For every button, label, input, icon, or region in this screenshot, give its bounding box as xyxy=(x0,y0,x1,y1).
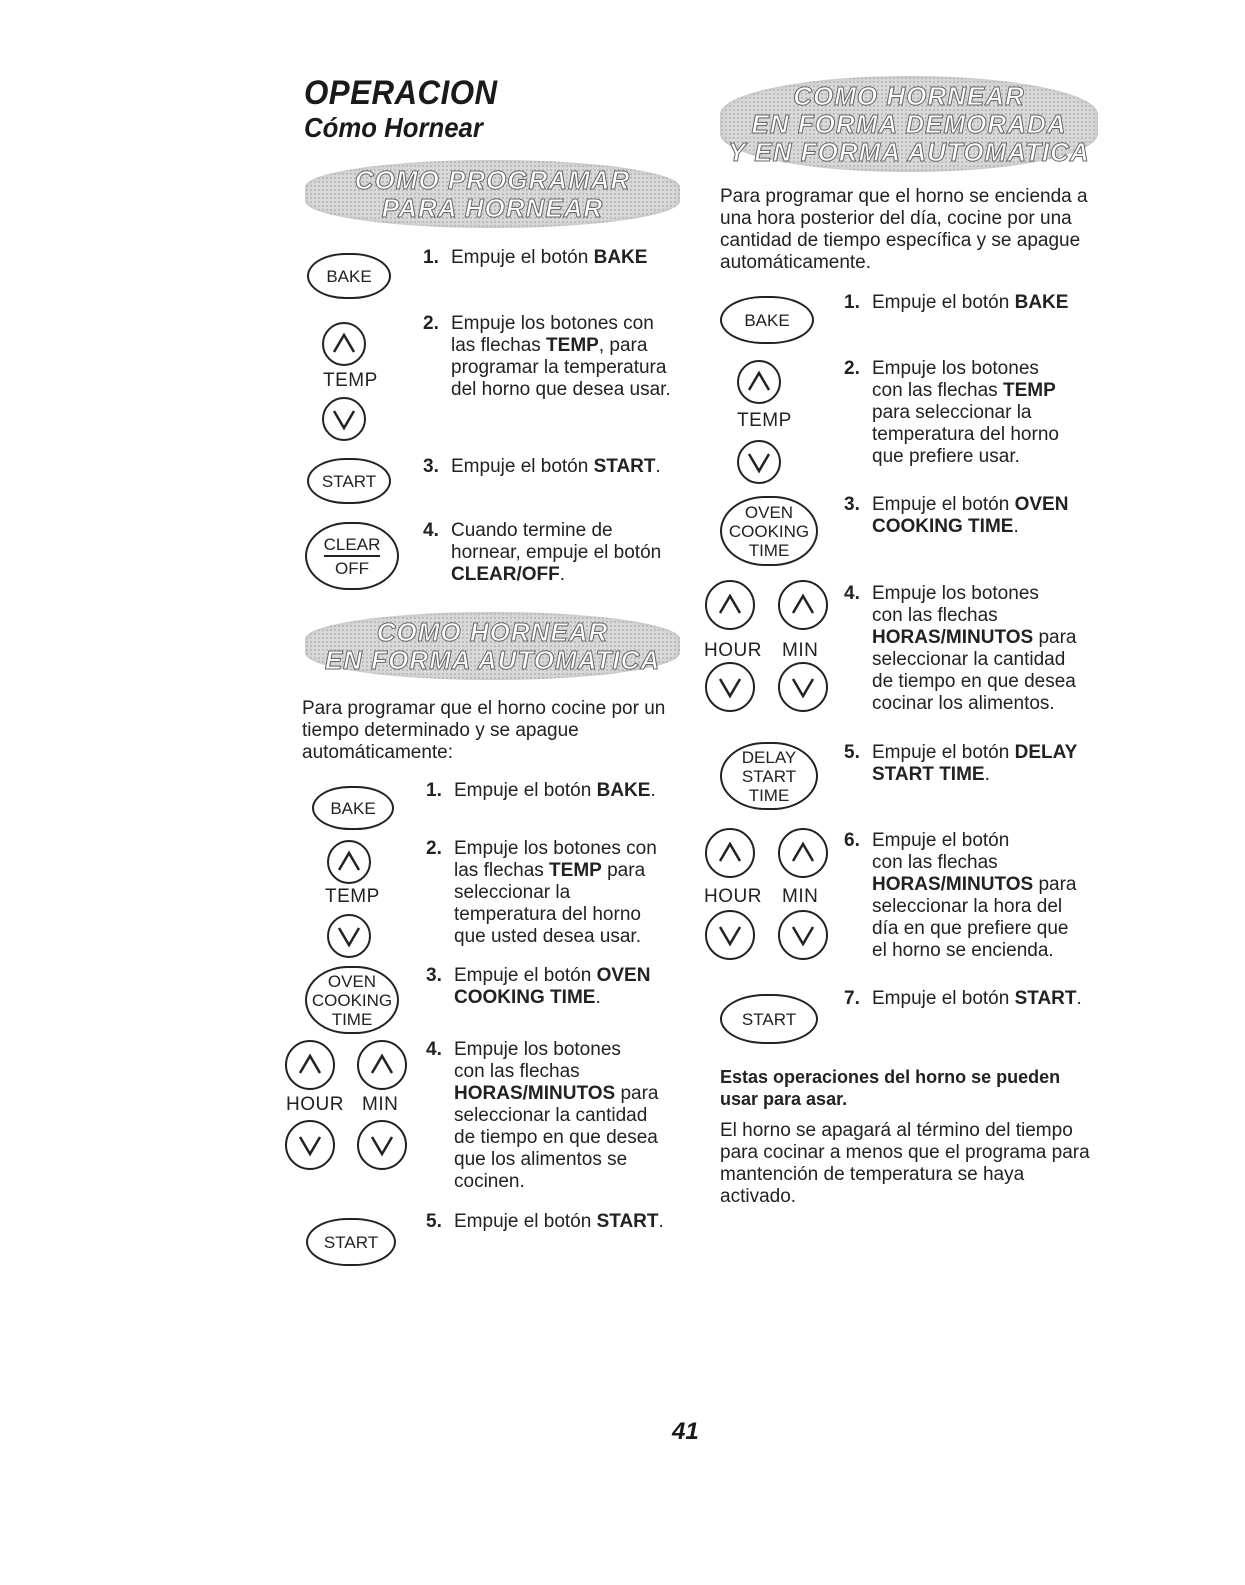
left-s2-intro: Para programar que el horno cocine por un tiempo determinado y se apague automáticamente: xyxy=(302,698,666,763)
banner-line: EN FORMA DEMORADA xyxy=(751,109,1067,139)
step-text: Empuje el botón DELAY START TIME. xyxy=(872,742,1078,785)
step-number: 4. xyxy=(426,1039,442,1060)
temp-up-arrow-icon xyxy=(327,840,371,884)
button-line: TIME xyxy=(748,540,790,560)
page-title: OPERACION xyxy=(304,74,498,112)
start-button-icon xyxy=(307,458,391,504)
step-text: Empuje el botón con las flechas HORAS/MINUTOS para seleccionar la hora del día en que prefiere que el horno se encienda. xyxy=(872,830,1077,961)
temp-up-arrow-icon xyxy=(322,322,366,366)
step-text: Empuje los botones con las flechas HORAS/MINUTOS para seleccionar la cantidad de tiempo en que desea que los alimentos se cocinen. xyxy=(454,1039,659,1192)
min-up-arrow-icon xyxy=(778,580,828,630)
left-s1-step-1 xyxy=(423,247,648,269)
broil-note-heading: Estas operaciones del horno se pueden usar para asar. xyxy=(720,1067,1061,1109)
step-number: 4. xyxy=(844,583,860,604)
min-up-arrow-icon xyxy=(357,1040,407,1090)
bake-button-label: BAKE xyxy=(330,798,376,818)
right-step-2 xyxy=(844,358,1059,468)
banner-line: EN FORMA AUTOMATICA xyxy=(324,645,661,675)
step-text: Empuje el botón BAKE. xyxy=(454,780,656,801)
step-text: Empuje el botón BAKE xyxy=(872,292,1069,313)
bake-button-icon xyxy=(307,253,391,299)
hour-down-arrow-icon xyxy=(285,1120,335,1170)
right-step-5 xyxy=(844,742,1078,786)
shutoff-note: El horno se apagará al término del tiempo para cocinar a menos que el programa para mantención de temperatura se haya activado. xyxy=(720,1120,1090,1207)
step-text: Empuje el botón BAKE xyxy=(451,247,648,268)
bake-button-icon xyxy=(720,296,814,344)
step-text: Empuje el botón START. xyxy=(872,988,1082,1009)
button-line: TIME xyxy=(331,1009,373,1029)
left-s2-step-4 xyxy=(426,1039,659,1193)
banner-line: COMO HORNEAR xyxy=(376,617,609,647)
step-text: Empuje el botón OVEN COOKING TIME. xyxy=(872,494,1069,537)
banner-line: COMO HORNEAR xyxy=(793,81,1025,111)
right-step-7 xyxy=(844,988,1082,1010)
banner-line: COMO PROGRAMAR xyxy=(354,165,631,195)
start-button-label: START xyxy=(741,1009,797,1029)
button-line: START xyxy=(741,766,797,786)
left-s1-step-2 xyxy=(423,313,671,401)
step-text: Empuje los botones con las flechas TEMP para seleccionar la temperatura del horno que prefiere usar. xyxy=(872,358,1059,467)
hour-label: HOUR xyxy=(704,640,762,661)
bake-button-label: BAKE xyxy=(326,266,372,286)
step-number: 3. xyxy=(423,456,439,477)
min-down-arrow-icon xyxy=(778,662,828,712)
step-number: 3. xyxy=(844,494,860,515)
hour-up-arrow-icon xyxy=(705,580,755,630)
step-number: 4. xyxy=(423,520,439,541)
oven-cooking-time-button-icon xyxy=(720,496,818,566)
right-step-1 xyxy=(844,292,1069,314)
step-text: Empuje el botón START. xyxy=(451,456,661,477)
min-up-arrow-icon xyxy=(778,828,828,878)
step-number: 5. xyxy=(844,742,860,763)
banner-line: Y EN FORMA AUTOMATICA xyxy=(728,137,1090,167)
clear-off-button-icon xyxy=(305,522,399,590)
step-number: 2. xyxy=(426,838,442,859)
right-step-3 xyxy=(844,494,1069,538)
step-number: 3. xyxy=(426,965,442,986)
off-label: OFF xyxy=(335,558,369,578)
start-button-label: START xyxy=(323,1232,379,1252)
hour-up-arrow-icon xyxy=(705,828,755,878)
temp-down-arrow-icon xyxy=(737,440,781,484)
banner-program-bake xyxy=(305,160,680,228)
min-label: MIN xyxy=(782,886,819,907)
step-number: 2. xyxy=(844,358,860,379)
oven-cooking-time-button-icon xyxy=(305,966,399,1034)
step-number: 2. xyxy=(423,313,439,334)
hour-down-arrow-icon xyxy=(705,910,755,960)
start-button-icon xyxy=(720,994,818,1044)
temp-label: TEMP xyxy=(737,410,792,431)
step-number: 7. xyxy=(844,988,860,1009)
left-s1-step-3 xyxy=(423,456,661,478)
step-text: Empuje el botón START. xyxy=(454,1211,664,1232)
banner-delayed-auto-bake xyxy=(720,76,1098,172)
hour-label: HOUR xyxy=(704,886,762,907)
delay-start-time-button-icon xyxy=(720,742,818,810)
min-label: MIN xyxy=(362,1094,399,1115)
left-s2-step-3 xyxy=(426,965,651,1009)
button-line: OVEN xyxy=(744,502,794,522)
temp-label: TEMP xyxy=(323,370,378,391)
button-line: COOKING xyxy=(728,521,810,541)
left-s2-step-1 xyxy=(426,780,656,802)
start-button-label: START xyxy=(321,471,377,491)
page-subtitle: Cómo Hornear xyxy=(304,112,483,143)
hour-label: HOUR xyxy=(286,1094,344,1115)
button-line: COOKING xyxy=(311,990,393,1010)
temp-label: TEMP xyxy=(325,886,380,907)
page-number: 41 xyxy=(672,1418,699,1445)
step-number: 1. xyxy=(426,780,442,801)
banner-auto-bake xyxy=(305,612,680,680)
hour-up-arrow-icon xyxy=(285,1040,335,1090)
step-number: 5. xyxy=(426,1211,442,1232)
clear-label: CLEAR xyxy=(324,535,381,557)
left-s2-step-5 xyxy=(426,1211,664,1233)
min-down-arrow-icon xyxy=(357,1120,407,1170)
banner-line: PARA HORNEAR xyxy=(381,193,604,223)
start-button-icon xyxy=(306,1218,396,1266)
right-step-4 xyxy=(844,583,1077,715)
step-number: 1. xyxy=(844,292,860,313)
bake-button-label: BAKE xyxy=(744,310,790,330)
bake-button-icon xyxy=(312,786,394,830)
temp-down-arrow-icon xyxy=(327,914,371,958)
button-line: TIME xyxy=(748,785,790,805)
left-s1-step-4 xyxy=(423,520,662,586)
hour-down-arrow-icon xyxy=(705,662,755,712)
left-s2-step-2 xyxy=(426,838,657,948)
button-line: DELAY xyxy=(741,747,797,767)
temp-up-arrow-icon xyxy=(737,360,781,404)
temp-down-arrow-icon xyxy=(322,397,366,441)
step-text: Empuje los botones con las flechas HORAS/MINUTOS para seleccionar la cantidad de tiempo en que desea cocinar los alimentos. xyxy=(872,583,1077,714)
right-step-6 xyxy=(844,830,1077,962)
step-number: 6. xyxy=(844,830,860,851)
step-text: Empuje los botones con las flechas TEMP para seleccionar la temperatura del horno que usted desea usar. xyxy=(454,838,657,947)
right-intro: Para programar que el horno se encienda a una hora posterior del día, cocine por una cantidad de tiempo específica y se apague automáticamente. xyxy=(720,186,1088,273)
button-line: OVEN xyxy=(327,971,377,991)
step-number: 1. xyxy=(423,247,439,268)
step-text: Cuando termine de hornear, empuje el botón CLEAR/OFF. xyxy=(451,520,662,585)
step-text: Empuje el botón OVEN COOKING TIME. xyxy=(454,965,651,1008)
step-text: Empuje los botones con las flechas TEMP, para programar la temperatura del horno que desea usar. xyxy=(451,313,671,400)
min-down-arrow-icon xyxy=(778,910,828,960)
min-label: MIN xyxy=(782,640,819,661)
